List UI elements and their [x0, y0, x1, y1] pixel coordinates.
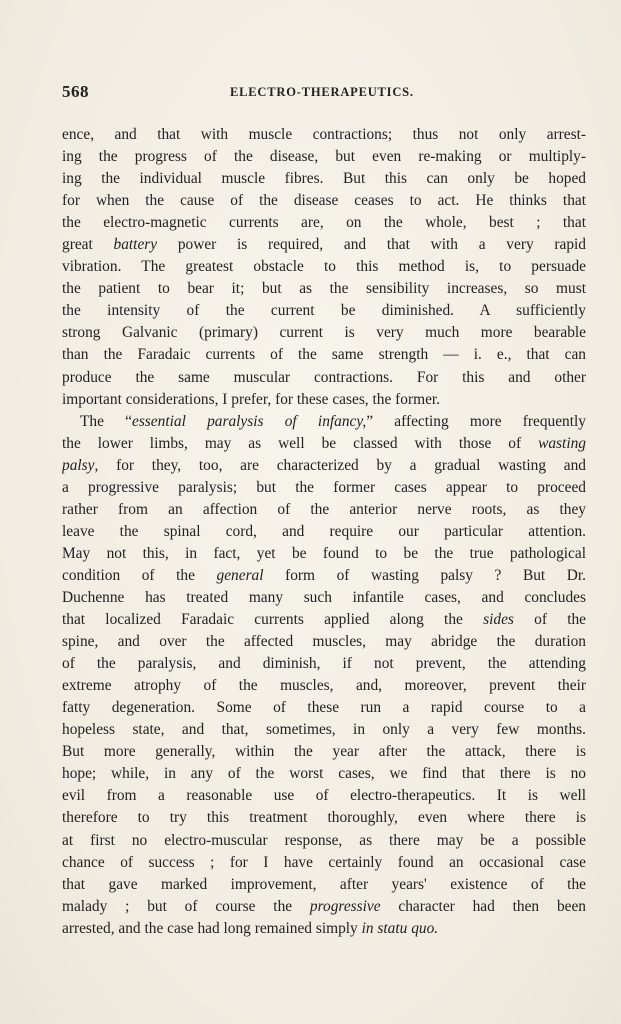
text-run: hope; while, in any of the worst cases, we find that there is no: [62, 765, 586, 783]
text-run: ence, and that with muscle contractions; thus not only arrest-: [62, 126, 586, 143]
italic-text: essential paralysis of infancy,: [131, 412, 367, 430]
body-text: [62, 124, 586, 940]
text-line: [62, 212, 586, 234]
text-line: [62, 411, 586, 433]
text-run: strong Galvanic (primary) current is very much more bearable: [62, 324, 586, 342]
text-run: extreme atrophy of the muscles, and, moreover, prevent their: [62, 677, 586, 695]
italic-text: progressive: [309, 897, 381, 915]
text-run: ” affecting more frequently: [366, 412, 586, 430]
text-run: the lower limbs, may as well be classed with those of: [62, 434, 539, 452]
text-line: [62, 741, 586, 763]
italic-text: general: [216, 566, 264, 584]
text-line: [62, 190, 586, 212]
italic-text: sides: [483, 611, 514, 629]
text-run: ing the individual muscle fibres. But this can only be hoped: [62, 170, 586, 188]
text-run: the electro-magnetic currents are, on the whole, best ; that: [62, 214, 586, 232]
text-run: chance of success ; for I have certainly found an occasional case: [62, 853, 586, 871]
text-line: [62, 587, 586, 609]
text-run: of the: [513, 611, 586, 629]
text-run: important considerations, I prefer, for these cases, the former.: [62, 390, 441, 408]
text-run: that localized Faradaic currents applied along the: [62, 611, 484, 629]
text-line: [62, 653, 586, 675]
text-line: [62, 521, 586, 543]
text-line: [62, 499, 586, 521]
page-number: 568: [62, 82, 89, 101]
text-run: the patient to bear it; but as the sensibility increases, so must: [62, 280, 586, 298]
text-run: ing the progress of the disease, but even re-making or multiply-: [62, 148, 586, 166]
text-line: [62, 631, 586, 653]
text-run: arrested, and the case had long remained simply: [62, 919, 362, 937]
text-line: [62, 830, 586, 852]
text-run: that gave marked improvement, after years' existence of the: [62, 875, 586, 893]
text-line: [62, 234, 586, 256]
text-run: leave the spinal cord, and require our particular attention.: [62, 522, 586, 540]
text-line: [62, 697, 586, 719]
text-line: [62, 896, 586, 918]
text-run: The “: [80, 412, 132, 430]
text-run: for when the cause of the disease ceases to act. He thinks that: [62, 192, 586, 210]
text-line: [62, 719, 586, 741]
text-line: [62, 124, 586, 146]
text-line: [62, 256, 586, 278]
text-run: great: [62, 236, 114, 254]
running-head: ELECTRO-THERAPEUTICS.: [230, 85, 414, 99]
text-run: evil from a reasonable use of electro-therapeutics. It is well: [62, 787, 586, 805]
text-run: produce the same muscular contractions. For this and other: [62, 368, 586, 386]
text-line: [62, 477, 586, 499]
text-line: [62, 807, 586, 829]
text-line: [62, 763, 586, 785]
text-line: [62, 455, 586, 477]
text-run: hopeless state, and that, sometimes, in only a very few months.: [62, 721, 586, 739]
text-run: therefore to try this treatment thoroughly, even where there is: [62, 809, 586, 827]
text-line: [62, 367, 586, 389]
text-line: [62, 543, 586, 565]
text-run: of the paralysis, and diminish, if not prevent, the attending: [62, 655, 586, 673]
italic-text: battery: [113, 236, 158, 254]
text-line: [62, 322, 586, 344]
text-line: [62, 874, 586, 896]
italic-text: in statu quo.: [361, 919, 439, 937]
text-run: at first no electro-muscular response, as there may be a possible: [62, 831, 586, 849]
text-run: spine, and over the affected muscles, may abridge the duration: [62, 633, 586, 651]
text-line: [62, 278, 586, 300]
text-run: a progressive paralysis; but the former cases appear to proceed: [62, 478, 586, 496]
text-line: [62, 565, 586, 587]
italic-text: wasting: [538, 434, 586, 452]
text-line: [62, 168, 586, 190]
text-run: form of wasting palsy ? But Dr.: [263, 566, 586, 584]
text-run: But more generally, within the year after the attack, there is: [62, 743, 586, 761]
text-line: [62, 300, 586, 322]
text-line: [62, 433, 586, 455]
text-run: malady ; but of course the: [62, 897, 310, 915]
text-line: [62, 389, 586, 411]
text-run: than the Faradaic currents of the same strength — i. e., that can: [62, 346, 586, 364]
text-run: the intensity of the current be diminished. A sufficiently: [62, 302, 586, 320]
text-run: condition of the: [62, 566, 217, 584]
text-run: fatty degeneration. Some of these run a rapid course to a: [62, 699, 586, 717]
text-run: rather from an affection of the anterior nerve roots, as they: [62, 500, 586, 518]
text-run: May not this, in fact, yet be found to be the true pathological: [62, 544, 586, 562]
text-run: character had then been: [380, 897, 586, 915]
text-line: [62, 852, 586, 874]
text-line: [62, 344, 586, 366]
text-line: [62, 918, 586, 940]
text-line: [62, 609, 586, 631]
text-line: [62, 146, 586, 168]
text-run: vibration. The greatest obstacle to this method is, to persuade: [62, 258, 586, 276]
page-header: [62, 82, 576, 104]
italic-text: palsy: [62, 456, 95, 474]
text-line: [62, 675, 586, 697]
text-run: power is required, and that with a very rapid: [157, 236, 586, 254]
text-run: , for they, too, are characterized by a gradual wasting and: [94, 456, 586, 474]
text-line: [62, 785, 586, 807]
text-run: Duchenne has treated many such infantile cases, and concludes: [62, 588, 586, 606]
